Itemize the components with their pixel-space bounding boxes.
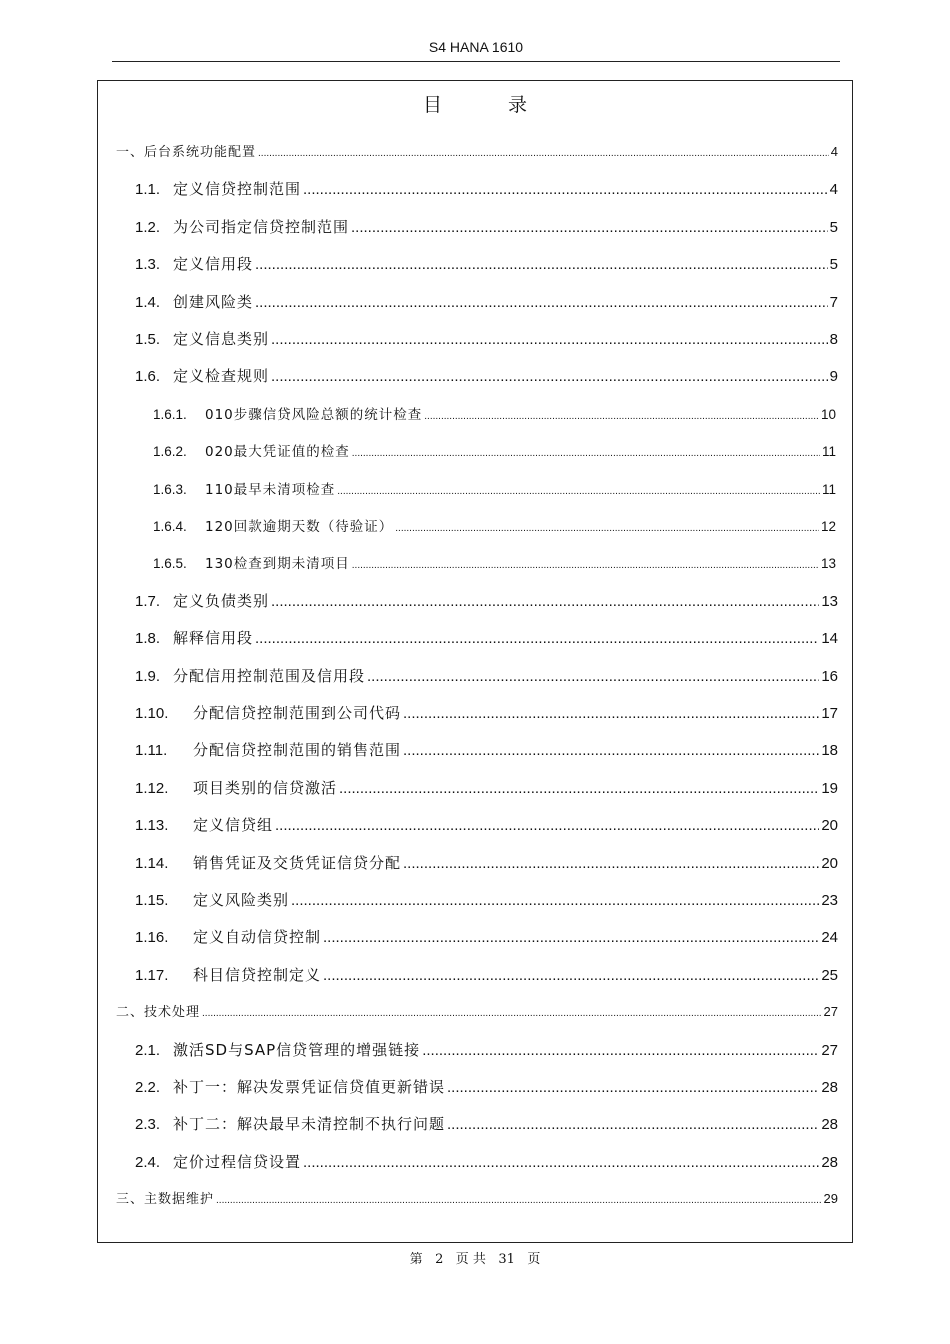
toc-entry-number: 1.1. [135, 181, 161, 199]
toc-dot-leader [352, 556, 819, 571]
toc-entry[interactable] [153, 403, 836, 423]
toc-entry-page: 19 [821, 779, 838, 797]
toc-entry[interactable] [116, 1001, 838, 1021]
toc-entry[interactable] [116, 141, 838, 161]
toc-entry-text: 分配信贷控制范围到公司代码 [193, 704, 402, 722]
toc-entry-text: 定义信贷控制范围 [173, 180, 302, 199]
toc-entry[interactable] [153, 515, 836, 535]
toc-dot-leader [323, 967, 819, 984]
toc-entry-page: 10 [820, 406, 836, 422]
toc-dot-leader [202, 1004, 822, 1019]
toc-entry-page: 8 [829, 331, 838, 348]
toc-entry-text: 科目信贷控制定义 [193, 965, 322, 984]
toc-entry-text: 解释信用段 [173, 629, 254, 648]
toc-dot-leader [422, 1042, 819, 1059]
toc-entry[interactable] [135, 852, 838, 872]
toc-entry-number: 1.16. [135, 929, 169, 947]
toc-entry-page: 20 [821, 817, 838, 835]
toc-entry[interactable] [135, 590, 838, 610]
toc-dot-leader [303, 181, 828, 198]
toc-entry-number: 1.13. [135, 817, 169, 835]
toc-entry-number: 1.6.5. [153, 556, 187, 572]
toc-entry[interactable] [135, 1113, 838, 1133]
toc-entry-page: 23 [821, 892, 838, 909]
toc-entry-number: 1.8. [135, 630, 161, 648]
toc-entry-number: 2.3. [135, 1116, 161, 1134]
toc-dot-leader [271, 368, 828, 385]
toc-dot-leader [255, 294, 828, 311]
toc-entry-text: 定义信贷组 [193, 816, 274, 835]
toc-entry-number: 1.12. [135, 779, 169, 797]
toc-entry[interactable] [153, 478, 836, 498]
toc-entry-number: 2.4. [135, 1153, 161, 1171]
toc-entry-number: 1.6.3. [153, 481, 187, 497]
toc-entry-number: 1.15. [135, 892, 169, 909]
toc-entry-number: 1.6.2. [153, 444, 187, 460]
toc-entry-text: 110最早未清项检查 [205, 481, 336, 498]
toc-dot-leader [275, 817, 819, 834]
toc-entry-number: 1.7. [135, 592, 161, 610]
toc-entry-page: 27 [823, 1004, 838, 1020]
toc-entry-text: 定义风险类别 [193, 891, 290, 909]
toc-entry-text: 一、后台系统功能配置 [116, 145, 257, 160]
toc-entry[interactable] [135, 665, 838, 685]
toc-entry[interactable] [135, 216, 838, 236]
toc-entry-text: 定义负债类别 [173, 591, 270, 610]
toc-dot-leader [351, 219, 828, 236]
toc-dot-leader [447, 1116, 819, 1133]
header-title: S4 HANA 1610 [428, 39, 524, 55]
toc-entry-number: 1.11. [135, 742, 168, 760]
toc-entry-page: 17 [821, 705, 838, 722]
toc-entry-page: 16 [821, 667, 838, 685]
footer-prefix: 第 [409, 1252, 423, 1267]
toc-dot-leader [255, 256, 828, 273]
toc-entry-text: 010步骤信贷风险总额的统计检查 [205, 406, 423, 423]
toc-entry[interactable] [135, 1039, 838, 1059]
toc-entry-page: 13 [821, 592, 838, 610]
toc-entry-number: 1.14. [135, 854, 169, 872]
toc-dot-leader [424, 407, 819, 422]
toc-entry[interactable] [135, 627, 838, 647]
toc-dot-leader [291, 892, 819, 909]
toc-entry-page: 25 [821, 966, 838, 984]
toc-dot-leader [216, 1191, 822, 1206]
toc-entry-number: 1.17. [135, 966, 169, 984]
toc-entry-text: 定义检查规则 [173, 367, 270, 386]
toc-entry-number: 2.1. [135, 1041, 161, 1059]
toc-entry-page: 12 [820, 519, 836, 534]
toc-dot-leader [447, 1079, 819, 1096]
toc-entry-text: 为公司指定信贷控制范围 [173, 217, 350, 236]
toc-entry-page: 4 [830, 144, 838, 159]
toc-entry[interactable] [135, 291, 838, 311]
toc-entry[interactable] [135, 365, 838, 385]
toc-entry-number: 1.6. [135, 368, 161, 386]
toc-dot-leader [271, 593, 819, 610]
toc-entry-text: 130检查到期未清项目 [205, 556, 350, 573]
toc-entry-page: 5 [829, 218, 838, 236]
toc-entry[interactable] [135, 1076, 838, 1096]
toc-entry[interactable] [135, 889, 838, 909]
toc-entry[interactable] [135, 777, 838, 797]
toc-entry[interactable] [153, 440, 836, 460]
toc-entry[interactable] [135, 702, 838, 722]
toc-dot-leader [303, 1154, 819, 1171]
toc-entry-page: 18 [821, 742, 838, 760]
toc-dot-leader [337, 482, 820, 497]
toc-dot-leader [258, 144, 829, 159]
toc-entry[interactable] [135, 178, 838, 198]
toc-entry-text: 销售凭证及交货凭证信贷分配 [193, 853, 402, 872]
toc-entry[interactable] [135, 253, 838, 273]
toc-dot-leader [323, 929, 819, 946]
toc-entry-number: 1.6.1. [153, 406, 187, 422]
toc-entry[interactable] [135, 1151, 838, 1171]
toc-entry-page: 11 [821, 481, 836, 497]
toc-frame [97, 80, 853, 1243]
footer-total-pages: 31 [498, 1252, 515, 1267]
toc-entry-text: 三、主数据维护 [116, 1192, 215, 1208]
toc-entry-page: 27 [821, 1041, 838, 1059]
toc-entry-number: 1.6.4. [153, 519, 187, 534]
toc-entry-text: 定义信用段 [173, 255, 254, 274]
page-footer [0, 1248, 950, 1267]
toc-dot-leader [271, 331, 828, 348]
toc-entry[interactable] [135, 814, 838, 834]
toc-entry-page: 4 [829, 181, 838, 199]
toc-dot-leader [339, 780, 819, 797]
toc-entry-page: 11 [821, 444, 836, 460]
toc-entry-page: 13 [820, 556, 836, 572]
toc-entry-number: 1.2. [135, 218, 161, 236]
footer-suffix: 页 [527, 1252, 541, 1267]
toc-dot-leader [352, 444, 820, 459]
toc-entry-text: 分配信用控制范围及信用段 [173, 666, 366, 685]
toc-entry-page: 24 [821, 929, 838, 947]
toc-entry-text: 项目类别的信贷激活 [193, 778, 338, 797]
toc-entry-number: 1.3. [135, 256, 161, 274]
toc-dot-leader [403, 742, 819, 759]
footer-current-page: 2 [435, 1252, 444, 1267]
toc-entry-text: 定义信息类别 [173, 330, 270, 348]
toc-entry-text: 二、技术处理 [116, 1005, 201, 1021]
toc-entry-page: 20 [821, 854, 838, 872]
toc-entry-page: 28 [821, 1079, 838, 1096]
toc-entry-page: 7 [829, 293, 838, 311]
toc-entry[interactable] [135, 964, 838, 984]
toc-entry-text: 定价过程信贷设置 [173, 1152, 302, 1171]
toc-dot-leader [403, 705, 819, 722]
toc-entry-text: 补丁二：解决最早未清控制不执行问题 [173, 1115, 446, 1134]
toc-dot-leader [255, 630, 819, 647]
toc-entry[interactable] [135, 328, 838, 348]
page-header [112, 34, 840, 62]
toc-entry-text: 020最大凭证值的检查 [205, 444, 350, 461]
toc-entry-text: 补丁一：解决发票凭证信贷值更新错误 [173, 1078, 446, 1096]
toc-title: 目 录 [422, 94, 558, 116]
toc-entry-text: 分配信贷控制范围的销售范围 [193, 741, 402, 760]
toc-entry[interactable] [116, 1188, 838, 1208]
toc-entry-number: 1.9. [135, 667, 161, 685]
footer-middle: 页 共 [455, 1252, 486, 1267]
toc-entry-page: 28 [821, 1116, 838, 1134]
toc-entry-page: 28 [821, 1153, 838, 1171]
toc-entry-text: 120回款逾期天数（待验证） [205, 519, 394, 535]
toc-entry[interactable] [135, 926, 838, 946]
toc-entry[interactable] [135, 739, 838, 759]
toc-dot-leader [403, 855, 819, 872]
toc-entry-page: 29 [823, 1191, 838, 1207]
toc-dot-leader [367, 668, 819, 685]
toc-entry-number: 1.4. [135, 293, 161, 311]
toc-entry-number: 2.2. [135, 1079, 161, 1096]
toc-entry-page: 9 [829, 368, 838, 386]
toc-entry-page: 14 [821, 630, 838, 648]
toc-entry-number: 1.5. [135, 331, 161, 348]
toc-entry-number: 1.10. [135, 705, 169, 722]
toc-entry-page: 5 [829, 256, 838, 274]
toc-dot-leader [395, 519, 819, 534]
toc-entry-text: 创建风险类 [173, 292, 254, 311]
toc-entry-text: 激活SD与SAP信贷管理的增强链接 [173, 1040, 421, 1059]
toc-entry[interactable] [153, 552, 836, 572]
toc-entry-text: 定义自动信贷控制 [193, 928, 322, 947]
